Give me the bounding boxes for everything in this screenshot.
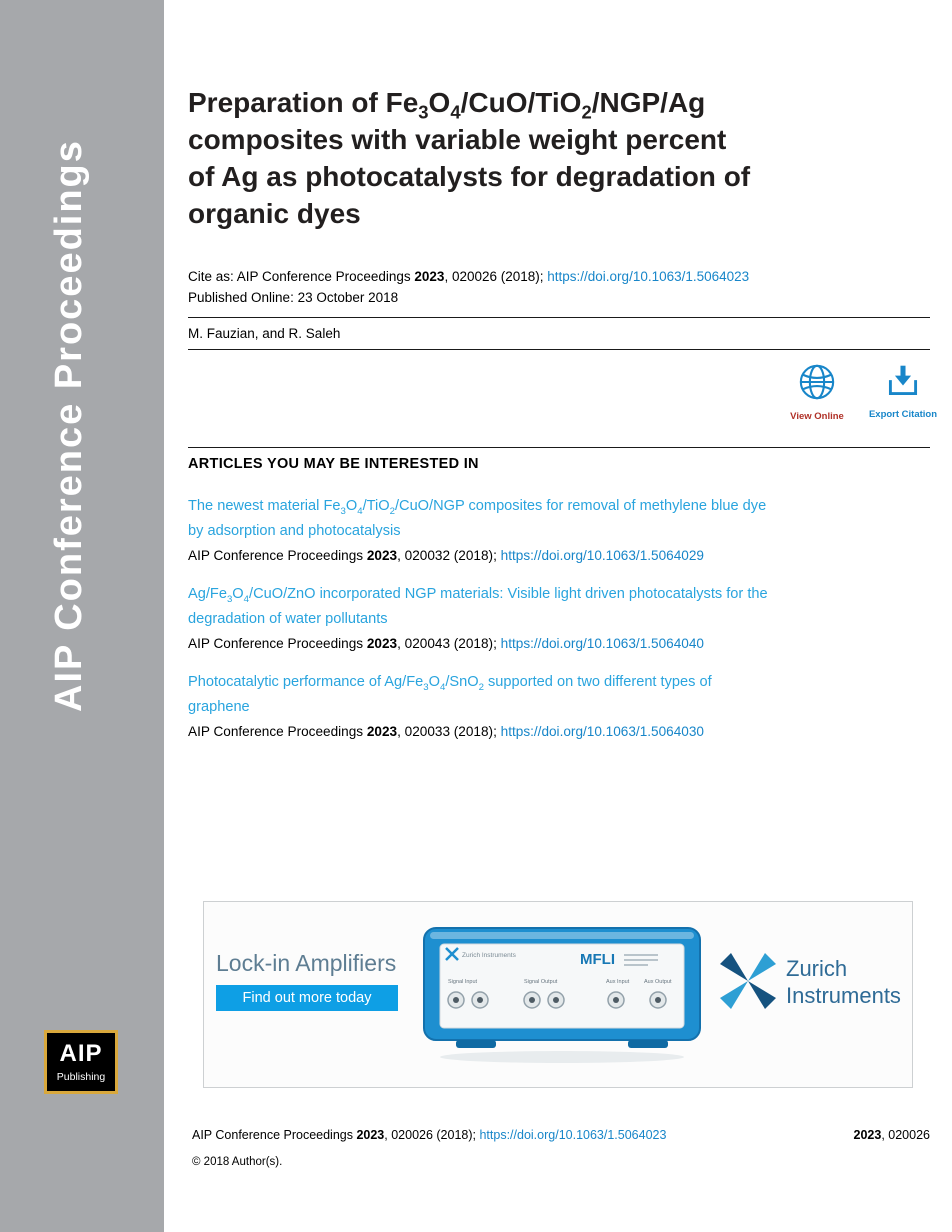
related-article-title-link[interactable]: The newest material $Fe_3O_4/TiO_2/CuO$/NGP composites for removal of methylene blue dye by adsorption and photocatalysis: [188, 498, 767, 539]
device-model-label: MFLI: [580, 951, 615, 968]
panel-label-signal-input: Signal Input: [448, 979, 478, 985]
advert-banner[interactable]: [203, 901, 913, 1088]
related-article-citation: AIP Conference Proceedings 2023, 020043 (2018); https://doi.org/10.1063/1.5064040: [188, 636, 704, 651]
doi-link[interactable]: https://doi.org/10.1063/1.5064030: [500, 724, 704, 739]
device-brand-label: Zurich Instruments: [462, 952, 516, 959]
panel-label-signal-output: Signal Output: [524, 979, 558, 985]
panel-label-aux-output: Aux Output: [644, 979, 672, 985]
ad-headline: Lock-in Amplifiers: [216, 950, 397, 976]
ad-cta-button[interactable]: Find out more today: [216, 985, 398, 1011]
divider: [188, 317, 930, 318]
related-article: [188, 582, 930, 656]
journal-sidebar: [0, 0, 164, 1232]
view-online-button[interactable]: [775, 363, 859, 422]
export-citation-button[interactable]: [861, 363, 945, 420]
aip-publishing-logo: [44, 1030, 118, 1094]
mfli-device-image: [412, 916, 712, 1066]
related-articles-heading: ARTICLES YOU MAY BE INTERESTED IN: [188, 456, 479, 472]
published-online-line: Published Online: 23 October 2018: [188, 290, 399, 305]
zurich-instruments-wordmark: [786, 955, 901, 1009]
doi-link[interactable]: https://doi.org/10.1063/1.5064023: [547, 269, 750, 284]
export-citation-label: Export Citation: [868, 409, 938, 420]
author-list: M. Fauzian, and R. Saleh: [188, 326, 341, 341]
divider: [188, 447, 930, 448]
footer-citation: AIP Conference Proceedings 2023, 020026 (2018); https://doi.org/10.1063/1.5064023: [192, 1128, 667, 1142]
view-online-label: View Online: [790, 411, 844, 422]
aip-logo-acronym: AIP: [59, 1040, 103, 1067]
zurich-instruments-logo-icon: [719, 952, 777, 1010]
related-articles-list: [188, 494, 930, 758]
export-citation-icon: [885, 363, 921, 399]
related-article-title-link[interactable]: $Ag/Fe_3O_4/CuO$/ZnO incorporated NGP materials: Visible light driven photocatalysts for the degradation of water pollutants: [188, 586, 768, 627]
copyright-line: © 2018 Author(s).: [192, 1156, 283, 1168]
aip-logo-name: Publishing: [56, 1071, 106, 1083]
related-article-title-link[interactable]: Photocatalytic performance of $Ag/Fe_3O_4/SnO_2$ supported on two different types of graphene: [188, 674, 712, 715]
related-article-citation: AIP Conference Proceedings 2023, 020033 (2018); https://doi.org/10.1063/1.5064030: [188, 724, 704, 739]
footer-page-ref: 2023, 020026: [853, 1128, 930, 1142]
cite-as-line: Cite as: AIP Conference Proceedings 2023, 020026 (2018); https://doi.org/10.1063/1.5064023: [188, 269, 750, 284]
zi-wordmark-line2: Instruments: [786, 983, 901, 1008]
divider: [188, 349, 930, 350]
related-article: [188, 670, 930, 744]
related-article-citation: AIP Conference Proceedings 2023, 020032 (2018); https://doi.org/10.1063/1.5064029: [188, 548, 704, 563]
journal-name-vertical: AIP Conference Proceedings: [48, 139, 90, 712]
doi-link[interactable]: https://doi.org/10.1063/1.5064029: [500, 548, 704, 563]
doi-link[interactable]: https://doi.org/10.1063/1.5064040: [500, 636, 704, 651]
related-article: [188, 494, 930, 568]
panel-label-aux-input: Aux Input: [606, 979, 630, 985]
zi-wordmark-line1: Zurich: [786, 956, 848, 981]
doi-link[interactable]: https://doi.org/10.1063/1.5064023: [479, 1128, 667, 1142]
paper-title: Preparation of $Fe_3O_4/CuO/TiO_2/NGP/Ag$ composites with variable weight percent of Ag as photocatalysts for degradation of organic dyes: [188, 87, 751, 229]
globe-icon: [798, 363, 836, 401]
